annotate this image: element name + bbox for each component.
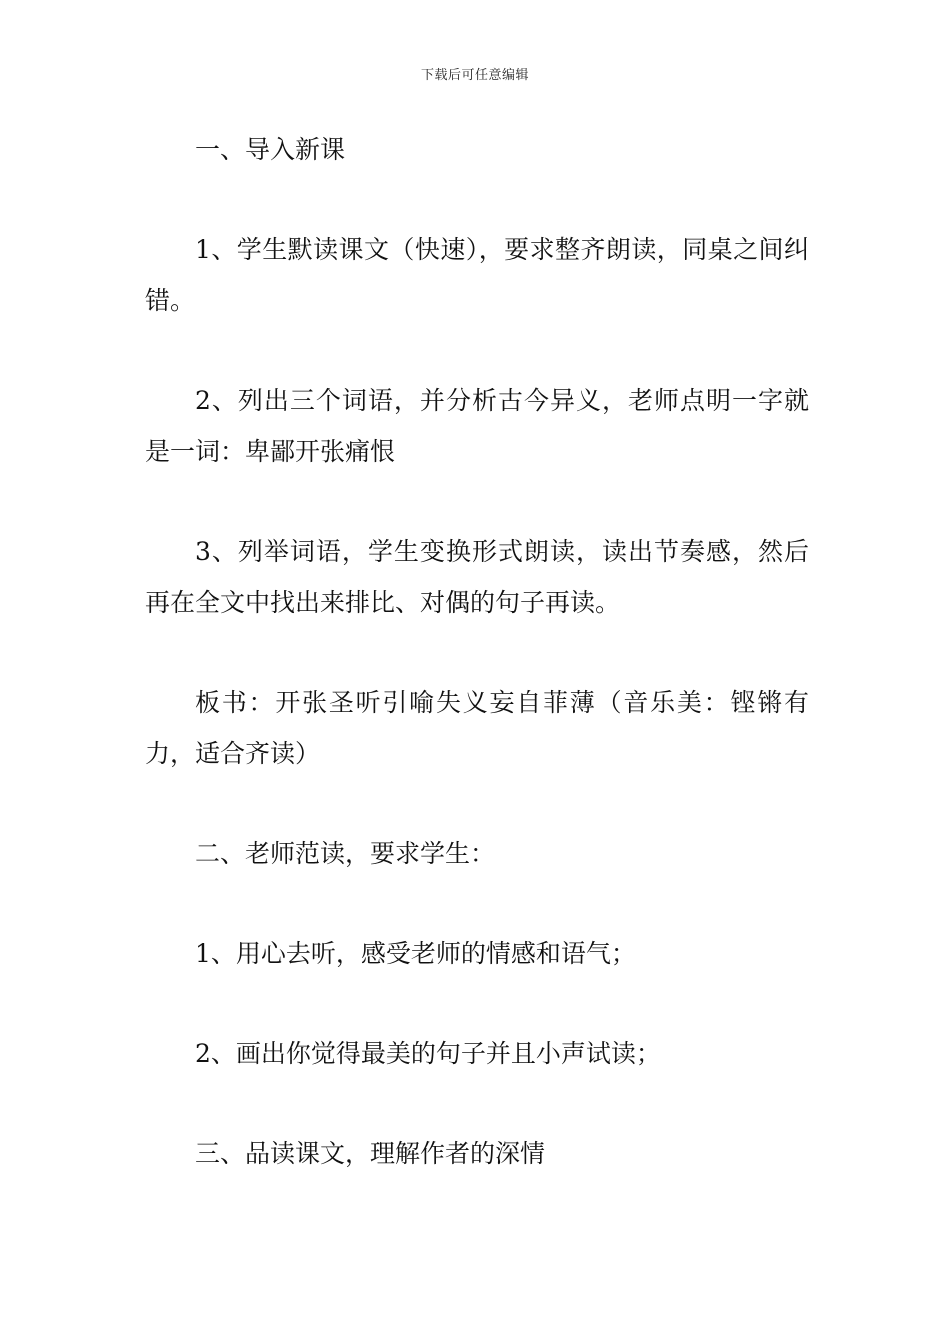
heading-2-teacher-reading: 二、老师范读，要求学生：	[195, 839, 496, 868]
heading-1-intro: 一、导入新课	[195, 135, 346, 164]
paragraph-step-3: 3、列举词语，学生变换形式朗读，读出节奏感，然后再在全文中找出来排比、对偶的句子再读。	[145, 537, 809, 617]
paragraph-step-1: 1、学生默读课文（快速），要求整齐朗读，同桌之间纠错。	[145, 235, 809, 315]
heading-3-appreciate: 三、品读课文，理解作者的深情	[195, 1139, 546, 1168]
page-header: 下载后可任意编辑	[420, 68, 529, 83]
paragraph-mark-sentences: 2、画出你觉得最美的句子并且小声试读；	[195, 1039, 661, 1068]
paragraph-step-2: 2、列出三个词语，并分析古今异义，老师点明一字就是一词：卑鄙开张痛恨	[145, 386, 809, 466]
paragraph-board-notes: 板书：开张圣听引喻失义妄自菲薄（音乐美：铿锵有力，适合齐读）	[145, 688, 809, 768]
paragraph-listen: 1、用心去听，感受老师的情感和语气；	[195, 939, 636, 968]
document-body	[145, 124, 809, 1179]
